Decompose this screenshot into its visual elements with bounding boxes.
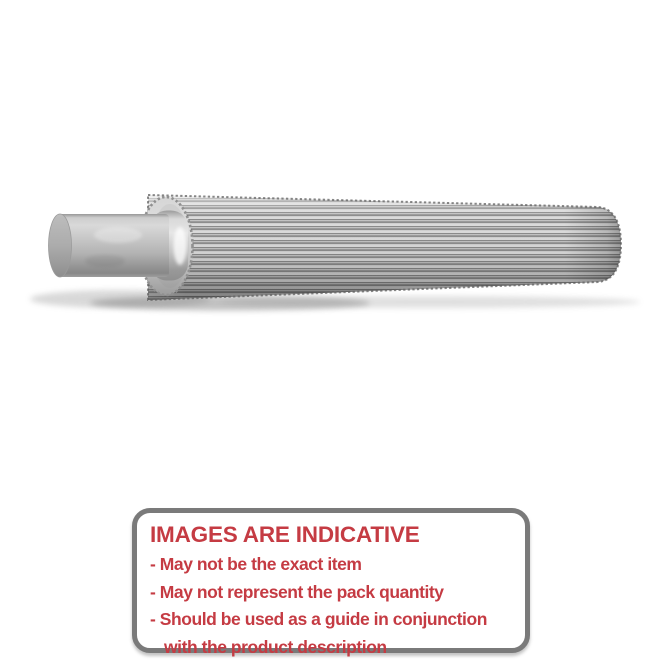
notice-line: - May not represent the pack quantity — [150, 581, 444, 602]
notice-line: - May not be the exact item — [150, 554, 362, 574]
bar-end-shading — [148, 195, 621, 300]
splined-bar — [140, 195, 622, 300]
shaft-end-cap — [49, 214, 72, 277]
shaft-mottle-dark — [85, 255, 125, 267]
notice-title: IMAGES ARE INDICATIVE — [150, 522, 420, 547]
indicative-notice-box — [132, 508, 530, 657]
notice-line: - Should be used as a guide in conjunction — [150, 609, 487, 629]
notice-line-continuation: with the product description — [164, 636, 387, 657]
shaft-shoulder-highlight — [174, 227, 187, 265]
shaft-body — [57, 214, 169, 277]
shaft-mottle-light — [94, 227, 142, 243]
pilot-shaft — [49, 211, 189, 281]
